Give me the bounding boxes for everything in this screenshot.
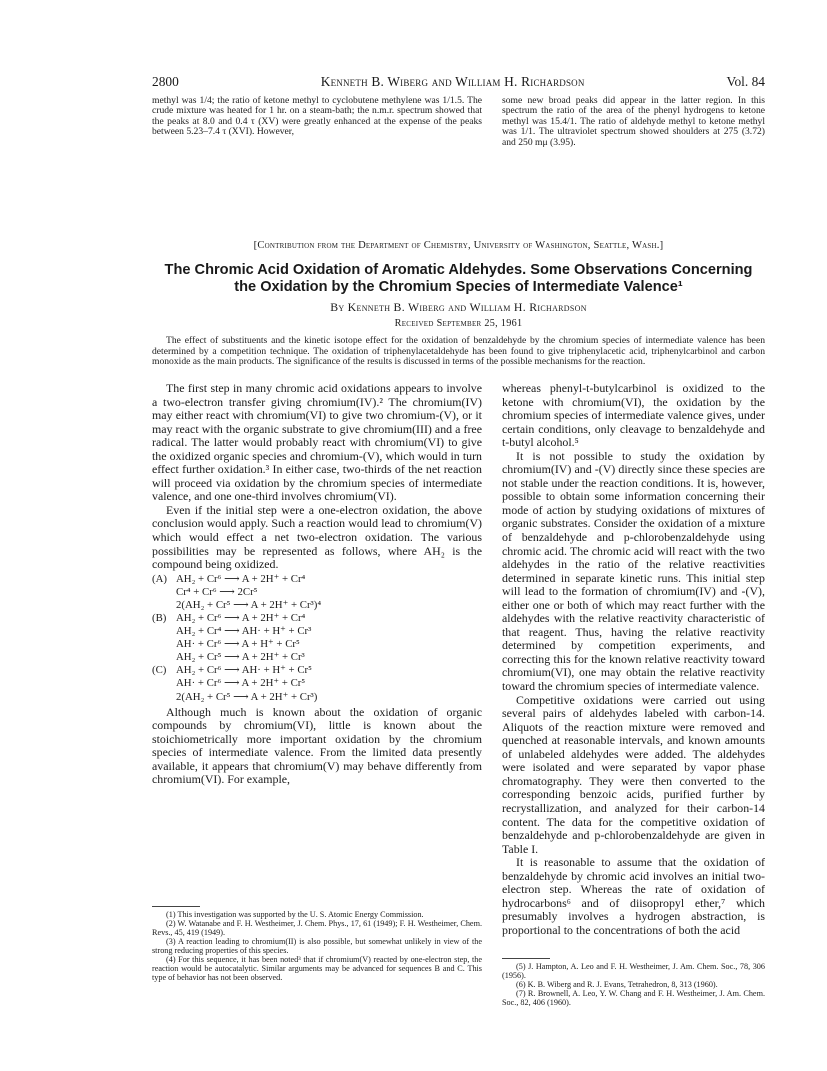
article-title <box>152 262 765 296</box>
right-paragraph-1: whereas phenyl-t-butylcarbinol is oxidized to the ketone with chromium(VI), the oxidation by the chromium species of intermediate valence gives, under certain conditions, only cleavage to benzaldehyde and t-butyl alcohol.⁵ <box>502 381 765 450</box>
equation-row: 2(AH₂ + Cr⁵ ⟶ A + 2H⁺ + Cr³)⁴ <box>176 598 322 611</box>
footnote-rule-left <box>152 906 200 907</box>
right-footnotes <box>502 962 765 1007</box>
equation-row: Cr⁴ + Cr⁶ ⟶ 2Cr⁵ <box>176 585 258 598</box>
left-paragraph-1: The first step in many chromic acid oxidations appears to involve a two-electron transfer giving chromium(IV).² The chromium(IV) may either react with chromium(VI) to give two chromium-(V), or it may react with the organic substrate to give chromium(III) and a free radical. The latter would probably react with chromium(VI) to give the oxidized organic species and chromium-(V), which would in turn effect further oxidation.³ In either case, two-thirds of the net reaction will proceed via oxidation by the chromium species of intermediate valence, and one one-third involves chromium(VI). <box>152 381 482 504</box>
footnote: (6) K. B. Wiberg and R. J. Evans, Tetrahedron, 8, 313 (1960). <box>516 980 718 989</box>
footnote: (4) For this sequence, it has been noted³ that if chromium(V) reacted by one-electron step, the reaction would be autocatalytic. Similar arguments may be advanced for sequences B and C. This type of behavior has not been observed. <box>152 955 482 982</box>
running-title: Kenneth B. Wiberg and William H. Richardson <box>320 74 585 89</box>
footnote: (5) J. Hampton, A. Leo and F. H. Westheimer, J. Am. Chem. Soc., 78, 306 (1956). <box>502 962 765 980</box>
right-paragraph-3: Competitive oxidations were carried out using several pairs of aldehydes labeled with carbon-14. Aliquots of the reaction mixture were removed and quenched at reasonable intervals, and known amounts of unlabeled aldehydes were added. The aldehydes were isolated and were separated by vapor phase chromatography. They were then converted to the corresponding benzoic acids, purified further by recrystallization, and analyzed for their carbon-14 content. The data for the competitive oxidation of benzaldehyde and p-chlorobenzaldehyde are given in Table I. <box>502 692 765 856</box>
footnote: (7) R. Brownell, A. Leo, Y. W. Chang and F. H. Westheimer, J. Am. Chem. Soc., 82, 406 (1960). <box>502 989 765 1007</box>
page-number: 2800 <box>152 74 179 89</box>
received-date: Received September 25, 1961 <box>394 318 523 329</box>
left-footnotes <box>152 910 482 982</box>
equation-row: (C) AH₂ + Cr⁶ ⟶ AH· + H⁺ + Cr⁵ <box>152 664 312 677</box>
contribution-line: [Contribution from the Department of Chemistry, University of Washington, Seattle, Wash.] <box>253 240 664 251</box>
equation-row: AH₂ + Cr⁵ ⟶ A + 2H⁺ + Cr³ <box>176 651 305 664</box>
left-column <box>152 382 482 787</box>
title-line-1: The Chromic Acid Oxidation of Aromatic Aldehydes. Some Observations Concerning <box>164 262 753 278</box>
equation-row: AH₂ + Cr⁴ ⟶ AH· + H⁺ + Cr³ <box>176 625 312 638</box>
equation-row: (A) AH₂ + Cr⁶ ⟶ A + 2H⁺ + Cr⁴ <box>152 572 306 585</box>
previous-article-right: some new broad peaks did appear in the latter region. In this spectrum the ratio of the area of the phenyl hydrogens to ketone methyl was 15.4/1. The ratio of aldehyde methyl to ketone methyl was 1/1. The ultraviolet spectrum showed shoulders at 275 (3.72) and 250 mμ (3.95). <box>502 95 765 148</box>
title-line-2: the Oxidation by the Chromium Species of Intermediate Valence¹ <box>234 279 683 295</box>
previous-article-left: methyl was 1/4; the ratio of ketone methyl to cyclobutene methylene was 1/1.5. The crude mixture was heated for 1 hr. on a steam-bath; the n.m.r. spectrum showed that the peaks at 8.0 and 0.4 τ (XV) were greatly enhanced at the expense of the peaks between 5.23–7.4 τ (XVI). However, <box>152 95 482 138</box>
right-column <box>502 382 765 937</box>
abstract-text: The effect of substituents and the kinetic isotope effect for the oxidation of benzaldehyde by the chromium species of intermediate valence has been determined by a competition technique. The oxidation of triphenylacetaldehyde has been found to give triphenylacetic acid, triphenylcarbinol and carbon monoxide as the main products. The significance of the results is discussed in terms of the possible mechanisms for the reaction. <box>152 335 765 368</box>
equation-row: AH· + Cr⁶ ⟶ A + H⁺ + Cr⁵ <box>176 638 300 651</box>
right-paragraph-2: It is not possible to study the oxidation by chromium(IV) and -(V) directly since these species are not stable under the reaction conditions. It is, however, possible to obtain some information concerning their mode of action by studying oxidations of mixtures of organic substrates. Consider the oxidation of a mixture of benzaldehyde and p-chlorobenzaldehyde using chromic acid. The chromic acid will react with the two aldehydes in the ratio of the relative reactivities determined in separate kinetic runs. This initial step will lead to the formation of chromium(IV) and -(V), either one or both of which may react further with the aldehydes with the relative reactivity characteristic of that reagent. Thus, having the relative reactivity determined by competition experiments, and correcting this for the known relative reactivity toward chromium(VI), one may obtain the relative reactivity toward the chromium species of intermediate valence. <box>502 448 765 694</box>
footnote: (2) W. Watanabe and F. H. Westheimer, J. Chem. Phys., 17, 61 (1949); F. H. Westheimer, Chem. Revs., 45, 419 (1949). <box>152 919 482 937</box>
running-header <box>152 74 765 92</box>
author-byline: By Kenneth B. Wiberg and William H. Richardson <box>330 300 587 314</box>
reaction-schemes <box>152 573 482 704</box>
footnote: (3) A reaction leading to chromium(II) is also possible, but somewhat unlikely in view of the strong reducing properties of this species. <box>152 937 482 955</box>
footnote-rule-right <box>502 958 550 959</box>
equation-row: 2(AH₂ + Cr⁵ ⟶ A + 2H⁺ + Cr³) <box>176 690 318 703</box>
left-paragraph-2: Even if the initial step were a one-electron oxidation, the above conclusion would apply. Such a reaction would lead to chromium(V) which would effect a net two-electron oxidation. The various possibilities may be represented as follows, where AH₂ is the compound being oxidized. <box>152 502 482 572</box>
footnote: (1) This investigation was supported by the U. S. Atomic Energy Commission. <box>166 910 424 919</box>
left-paragraph-3: Although much is known about the oxidation of organic compounds by chromium(VI), little is known about the stoichiometrically more important oxidation by the chromium species of intermediate valence. From the limited data presently available, it appears that chromium(V) may behave differently from chromium(VI). For example, <box>152 704 482 787</box>
equation-row: AH· + Cr⁶ ⟶ A + 2H⁺ + Cr⁵ <box>176 677 306 690</box>
right-paragraph-4: It is reasonable to assume that the oxidation of benzaldehyde by chromic acid involves an initial two-electron step. Whereas the rate of oxidation of hydrocarbons⁶ and of diisopropyl ether,⁷ which presumably involves a hydrogen abstraction, is proportional to the concentrations of both the acid <box>502 855 765 937</box>
volume-number: Vol. 84 <box>726 74 765 89</box>
abstract <box>152 336 765 368</box>
equation-row: (B) AH₂ + Cr⁶ ⟶ A + 2H⁺ + Cr⁴ <box>152 611 306 624</box>
